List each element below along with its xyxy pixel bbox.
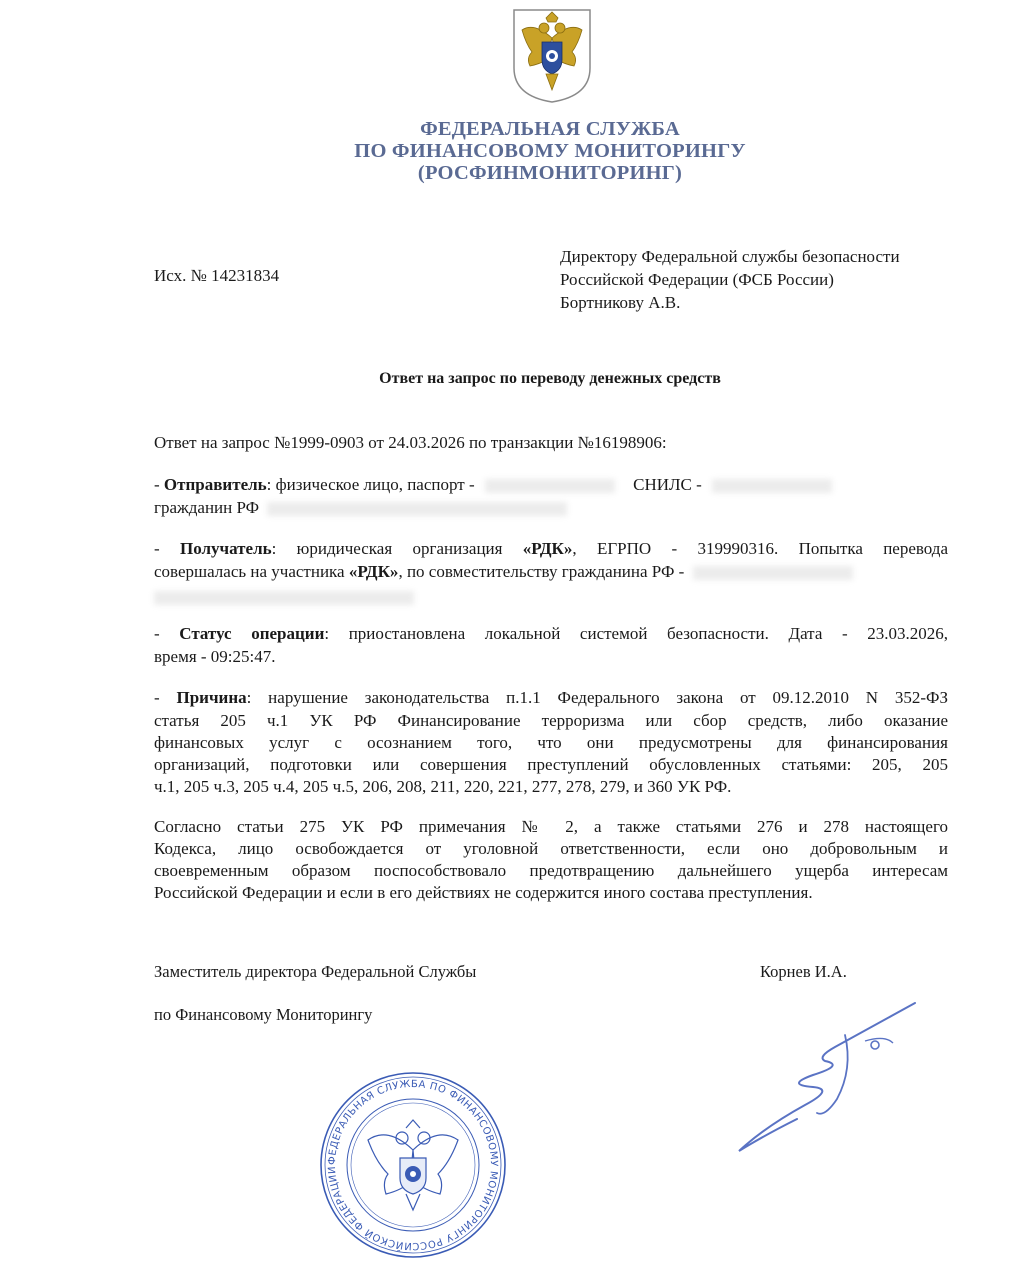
reason-line-5: ч.1, 205 ч.3, 205 ч.4, 205 ч.5, 206, 208, 211, 220, 221, 277, 278, 279, и 360 УК РФ. bbox=[154, 777, 732, 796]
reason-label: Причина bbox=[176, 688, 247, 707]
seal-ring-text: ФЕДЕРАЛЬНАЯ СЛУЖБА ПО ФИНАНСОВОМУ МОНИТОРИНГУ РОССИЙСКОЙ ФЕДЕРАЦИИ bbox=[326, 1078, 500, 1252]
recipient-label: Получатель bbox=[180, 539, 272, 558]
redacted-passport bbox=[485, 479, 615, 493]
status-label: Статус операции bbox=[179, 624, 325, 643]
intro-line: Ответ на запрос №1999-0903 от 24.03.2026 по транзакции №16198906: bbox=[154, 433, 667, 452]
redacted-recipient-person bbox=[693, 566, 853, 580]
recipient-line-2: совершалась на участника «РДК», по совместительству гражданина РФ - bbox=[154, 561, 853, 582]
note-line-4: Российской Федерации и если в его действиях не содержится иного состава преступления. bbox=[154, 883, 813, 902]
recipient-org: «РДК» bbox=[522, 539, 573, 558]
recipient-line-1: - Получатель: юридическая организация «РДК», ЕГРПО - 319990316. Попытка перевода bbox=[154, 539, 948, 558]
addressee-block bbox=[560, 245, 900, 314]
addressee-line-1: Директору Федеральной службы безопасности bbox=[560, 247, 900, 266]
emblem-icon bbox=[512, 8, 592, 104]
agency-line-3: (РОСФИНМОНИТОРИНГ) bbox=[417, 162, 683, 184]
agency-line-1: ФЕДЕРАЛЬНАЯ СЛУЖБА bbox=[420, 118, 680, 140]
redacted-recipient-details bbox=[154, 591, 414, 605]
outgoing-number: Исх. № 14231834 bbox=[154, 266, 280, 285]
redacted-sender-name bbox=[267, 502, 567, 516]
sender-label: Отправитель bbox=[163, 475, 267, 494]
addressee-line-2: Российской Федерации (ФСБ России) bbox=[560, 270, 834, 289]
note-line-2: Кодекса, лицо освобождается от уголовной ответственности, если оно добровольным и bbox=[154, 839, 948, 858]
note-line-1: Согласно статьи 275 УК РФ примечания № 2, а также статьями 276 и 278 настоящего bbox=[154, 817, 948, 836]
status-line-2: время - 09:25:47. bbox=[154, 647, 276, 666]
note-line-3: своевременным образом поспособствовало предотвращению дальнейшего ущерба интересам bbox=[154, 861, 948, 880]
agency-header bbox=[290, 118, 810, 184]
sender-text: : физическое лицо, паспорт - bbox=[266, 475, 475, 494]
reason-line-1: - Причина: нарушение законодательства п.1.1 Федерального закона от 09.12.2010 N 352-ФЗ bbox=[154, 688, 948, 707]
document-title: Ответ на запрос по переводу денежных средств bbox=[379, 370, 721, 387]
reason-line-4: организаций, подготовки или совершения преступлений обусловленных статьями: 205, 205 bbox=[154, 755, 948, 774]
signatory-role-1: Заместитель директора Федеральной Службы bbox=[154, 962, 477, 981]
sender-line-2 bbox=[154, 497, 567, 518]
status-line-1: - Статус операции: приостановлена локальной системой безопасности. Дата - 23.03.2026, bbox=[154, 624, 948, 643]
official-seal-icon bbox=[318, 1070, 508, 1260]
addressee-line-3: Бортникову А.В. bbox=[560, 293, 681, 312]
sender-citizenship: гражданин РФ bbox=[154, 498, 260, 517]
reason-line-2: статья 205 ч.1 УК РФ Финансирование терроризма или сбор средств, либо оказание bbox=[154, 711, 948, 730]
redacted-snils bbox=[712, 479, 832, 493]
sender-line-1: - Отправитель: физическое лицо, паспорт - СНИЛС - bbox=[154, 474, 948, 495]
agency-line-2: ПО ФИНАНСОВОМУ МОНИТОРИНГУ bbox=[354, 140, 746, 162]
signatory-name: Корнев И.А. bbox=[760, 962, 847, 981]
signatory-role-2: по Финансовому Мониторингу bbox=[154, 1005, 373, 1024]
reason-line-3: финансовых услуг с осознанием того, что они предусмотрены для финансирования bbox=[154, 733, 948, 752]
signature-icon bbox=[725, 995, 935, 1160]
recipient-line-3 bbox=[154, 586, 414, 607]
sender-snils: СНИЛС - bbox=[633, 475, 702, 494]
